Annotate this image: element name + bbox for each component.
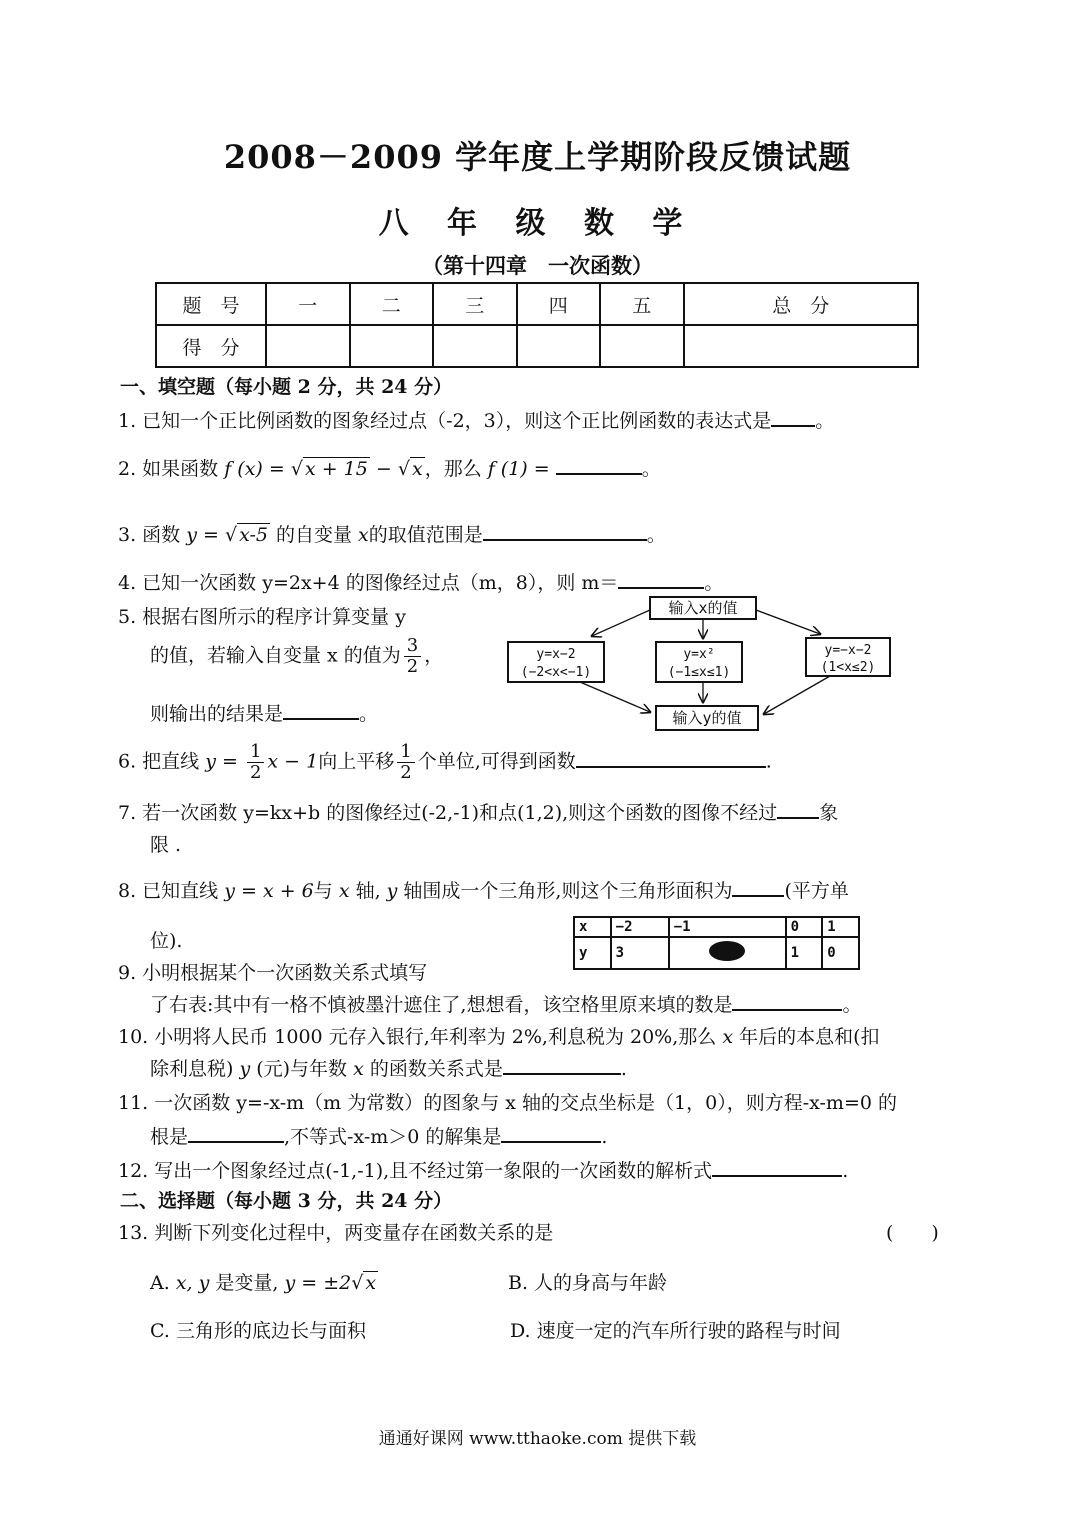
answer-blank[interactable] [712,1157,842,1177]
option-a-eq: y = ±2 [284,1272,352,1294]
q9-line1: 9. 小明根据某个一次函数关系式填写 [118,962,428,984]
value-cell: −2 [611,917,669,937]
program-flowchart [500,594,900,734]
q9-text: 了右表:其中有一格不慎被墨汁遮住了,想想看，该空格里原来填的数是 [150,994,733,1016]
score-input-cell[interactable] [350,325,434,367]
value-table [573,916,860,970]
q5-line2-pre: 的值，若输入自变量 x 的值为 [150,644,401,667]
section1-heading: 一、填空题（每小题 2 分，共 24 分） [120,376,453,398]
chapter-title: （第十四章 一次函数） [422,253,653,278]
q8-pre: 8. 已知直线 [118,880,225,902]
q8-mid2: 轴, [349,880,387,902]
middle-branch-range: (−1≤x≤1) [667,665,731,680]
score-input-cell[interactable] [433,325,517,367]
q2-mid: ，那么 [424,458,488,480]
score-input-cell[interactable] [266,325,350,367]
q12-text: 12. 写出一个图象经过点(-1,-1),且不经过第一象限的一次函数的解析式 [118,1160,713,1182]
option-d[interactable]: D. 速度一定的汽车所行驶的路程与时间 [510,1320,841,1342]
var-x: x [353,1058,364,1080]
q10-text: 10. 小明将人民币 1000 元存入银行,年利率为 2%,利息税为 20%,那么 [118,1026,723,1048]
q10-line2 [150,1054,627,1081]
frac-den: 2 [406,656,419,677]
answer-blank[interactable] [283,700,359,720]
q11-line2 [150,1122,607,1149]
q7-line2: 限 . [150,834,182,856]
q8-end: (平方单 [784,880,849,902]
score-cell: 四 [517,283,601,325]
q12-end: . [842,1160,849,1182]
q6-mid: 向上平移 [318,750,395,773]
option-a[interactable] [150,1268,378,1295]
score-cell: 五 [600,283,684,325]
q10-line2-pre: 除利息税) [150,1058,240,1080]
right-branch-range: (1<x≤2) [820,660,876,675]
score-cell: 得 分 [156,325,266,367]
arrow-to-right [756,610,820,634]
q13-text: 13. 判断下列变化过程中，两变量存在函数关系的是 [118,1222,554,1244]
fraction [404,636,421,677]
score-table-score-row [156,325,918,367]
value-cell: 1 [822,917,859,937]
subject-title: 八 年 级 数 学 [378,206,697,241]
middle-branch-formula: y=x² [683,647,715,662]
option-a-radicand: x [365,1272,377,1294]
answer-blank[interactable] [556,455,642,475]
q11-line1: 11. 一次函数 y=-x-m（m 为常数）的图象与 x 轴的交点坐标是（1，0），则方程-x-m=0 的 [118,1092,898,1114]
q7-line1 [118,798,838,825]
q2-radicand-2: x [411,458,423,480]
value-cell: 0 [822,937,859,969]
q9-line2 [150,990,861,1017]
q8-line1 [118,876,849,903]
option-c[interactable]: C. 三角形的底边长与面积 [150,1320,366,1342]
score-input-cell[interactable] [517,325,601,367]
answer-blank[interactable] [777,799,819,819]
q8-mid3: 轴围成一个三角形,则这个三角形面积为 [397,880,733,902]
q13-answer-paren[interactable]: ( ) [886,1222,939,1244]
q6-pre: 6. 把直线 [118,750,206,773]
answer-blank[interactable] [771,407,815,427]
answer-blank[interactable] [483,521,647,541]
q8-mid: 与 [313,880,339,902]
sqrt-sign: √ [351,1272,364,1294]
var-y: y [239,1058,251,1080]
question-1 [118,406,834,433]
question-4 [118,568,723,595]
q5-line2 [150,636,443,677]
score-cell: 三 [433,283,517,325]
option-b[interactable]: B. 人的身高与年龄 [508,1272,668,1294]
q5-line3 [150,699,378,726]
question-2 [118,454,661,481]
arrow-left-to-output [580,682,650,712]
footer-source: 通通好课网 www.tthaoke.com 提供下载 [378,1429,697,1449]
score-cell: 一 [266,283,350,325]
q2-f1: f (1) = [487,458,556,480]
page-title: 2008－2009 学年度上学期阶段反馈试题 [223,138,852,176]
value-cell: 1 [786,937,823,969]
sqrt-sign: √ [224,524,238,546]
q1-text: 1. 已知一个正比例函数的图象经过点（-2，3），则这个正比例函数的表达式是 [118,410,772,432]
score-table [155,282,919,368]
q10-line2-mid2: 的函数关系式是 [363,1058,503,1080]
q10-line1 [118,1022,879,1049]
question-6 [118,742,772,783]
value-cell: 3 [611,937,669,969]
q10-line1-mid: 年后的本息和(扣 [733,1026,880,1048]
section2-heading: 二、选择题（每小题 3 分，共 24 分） [120,1190,453,1212]
score-input-cell[interactable] [600,325,684,367]
q6-tail: x − 1 [267,750,319,773]
var-y: y [386,880,398,902]
output-box-label: 输入y的值 [672,709,742,727]
q3-pre: 3. 函数 [118,524,187,546]
option-a-prefix: A. [150,1272,176,1294]
score-input-cell[interactable] [684,325,919,367]
left-branch-range: (−2<x<−1) [520,665,592,680]
q2-lhs: f (x) = [224,458,291,480]
q5-line3-end: 。 [359,703,379,725]
frac-num: 1 [247,742,264,763]
sqrt-sign: √ [397,458,410,480]
q3-lhs: y = [186,524,225,546]
q3-mid: 的自变量 [269,524,359,546]
score-cell: 总 分 [684,283,919,325]
q3-radicand: x-5 [239,524,268,546]
q7-end: 象 [819,802,839,824]
var-x: x [358,524,369,546]
answer-blank[interactable] [732,991,842,1011]
q6-mid2: 个单位,可得到函数 [417,750,576,773]
q2-pre: 2. 如果函数 [118,458,225,480]
value-cell: −1 [669,917,786,937]
q2-minus: − [369,458,398,480]
q4-end: 。 [704,572,724,594]
score-cell: 二 [350,283,434,325]
q10-end: . [620,1058,627,1080]
frac-num: 1 [397,742,414,763]
ink-blot-icon [705,940,749,962]
right-branch-formula: y=−x−2 [824,643,872,658]
q10-line2-mid: (元)与年数 [250,1058,354,1080]
q2-end: 。 [641,458,661,480]
answer-blank[interactable] [188,1123,284,1143]
q8-line2: 位). [150,930,183,952]
q11-line2-pre: 根是 [150,1126,189,1148]
var-x: x [338,880,350,902]
answer-blank[interactable] [618,569,704,589]
q1-end: 。 [815,410,835,432]
answer-blank[interactable] [501,1123,601,1143]
frac-den: 2 [249,762,262,783]
answer-blank[interactable] [503,1055,621,1075]
ink-blot-cell [669,937,786,969]
value-cell: x [574,917,611,937]
q11-line2-mid: ,不等式-x-m＞0 的解集是 [284,1126,502,1148]
answer-blank[interactable] [732,877,784,897]
q7-text: 7. 若一次函数 y=kx+b 的图像经过(-2,-1)和点(1,2),则这个函数的图像不经过 [118,802,778,824]
q8-eq: y = x + 6 [224,880,314,902]
arrow-to-left [592,610,650,636]
q11-end: . [601,1126,608,1148]
left-branch-formula: y=x−2 [536,647,576,662]
q6-lhs: y = [205,750,244,773]
q5-line3-text: 则输出的结果是 [150,703,284,725]
input-box-label: 输入x的值 [668,599,738,617]
value-cell: 0 [786,917,823,937]
score-table-header-row [156,283,918,325]
q9-end: 。 [842,994,862,1016]
question-3 [118,520,666,547]
question-12 [118,1156,848,1183]
q4-text: 4. 已知一次函数 y=2x+4 的图像经过点（m，8），则 m＝ [118,572,619,594]
q6-end: . [765,750,772,773]
fraction [247,742,264,783]
fraction [397,742,414,783]
q3-mid2: 的取值范围是 [368,524,483,546]
option-a-mid: 是变量, [209,1272,285,1294]
arrow-right-to-output [764,676,830,714]
frac-den: 2 [400,762,412,783]
q2-radicand-1: x + 15 [304,458,368,480]
value-table-row-y [574,937,859,969]
score-cell: 题 号 [156,283,266,325]
frac-num: 3 [404,636,421,657]
value-cell: y [574,937,611,969]
option-a-vars: x, y [175,1272,210,1294]
value-table-row-x [574,917,859,937]
q5-line1: 5. 根据右图所示的程序计算变量 y [118,606,406,628]
var-x: x [722,1026,734,1048]
answer-blank[interactable] [576,748,766,768]
q5-line2-end: ， [424,644,444,667]
sqrt-sign: √ [290,458,303,480]
q3-end: 。 [646,524,666,546]
